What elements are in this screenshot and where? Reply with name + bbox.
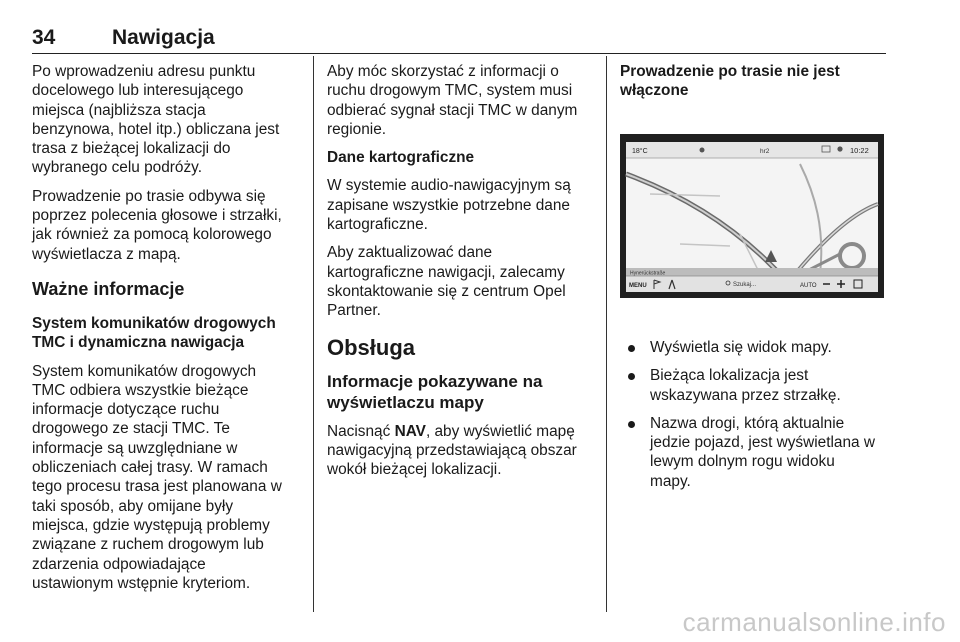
subheading: Dane kartograficzne (327, 149, 475, 167)
clock-readout: 10:22 (850, 146, 869, 155)
bullet-icon (628, 421, 635, 428)
map-screen-illustration (620, 134, 884, 298)
list-item: Nazwa drogi, którą aktualnie jedzie pojazd, jest wyświetlana w lewym dolnym rogu widoku mapy. (620, 414, 888, 491)
bullet-list-container (620, 338, 888, 500)
menu-button[interactable]: MENU (629, 283, 647, 289)
section-heading: Ważne informacje (32, 278, 185, 299)
column-1 (32, 62, 304, 602)
column-divider-2 (606, 56, 607, 612)
page-number: 34 (32, 26, 56, 49)
watermark: carmanualsonline.info (682, 607, 946, 637)
section-heading: Obsługa (327, 334, 416, 360)
column-divider-1 (313, 56, 314, 612)
gear-icon (837, 146, 842, 151)
page-title: Nawigacja (112, 26, 215, 49)
list-item: Bieżąca lokalizacja jest wskazywana przez strzałkę. (620, 366, 888, 405)
paragraph: System komunikatów drogowych TMC odbiera wszystkie bieżące informacje dotyczące ruchu drogowego ze stacji TMC. Te informacje są uwzględniane w obliczeniach całej trasy. W ramach tego procesu trasa jest planowana w taki sposób, aby omijane były miejsca, gdzie występują problemy związane z ruchem drogowym lub zdarzenia odpowiadające ustawionym wstępnie kryteriom. (32, 362, 282, 592)
paragraph: Po wprowadzeniu adresu punktu docelowego lub interesującego miejsca (najbliższa stacja benzynowa, hotel itp.) obliczana jest trasa z bieżącej lokalizacji do wybranego celu podróży. (32, 63, 280, 177)
header-rule (32, 53, 886, 54)
column-3 (620, 62, 888, 110)
paragraph: Nacisnąć NAV, aby wyświetlić mapę nawigacyjną przedstawiającą obszar wokół bieżącej lokalizacji. (327, 422, 577, 479)
column-2 (327, 62, 597, 488)
bullet-list (620, 338, 888, 491)
list-item: Wyświetla się widok mapy. (620, 338, 888, 357)
nav-key: NAV (394, 422, 426, 440)
subheading: Informacje pokazywane na wyświetlaczu mapy (327, 371, 543, 412)
auto-zoom-button[interactable]: AUTO (800, 283, 817, 289)
page-header (32, 24, 886, 52)
bullet-icon (628, 345, 635, 352)
audio-mode-label: hr2 (760, 148, 770, 155)
bullet-icon (628, 373, 635, 380)
subheading: Prowadzenie po trasie nie jest włączone (620, 63, 840, 100)
paragraph: W systemie audio-nawigacyjnym są zapisane wszystkie potrzebne dane kartograficzne. (327, 177, 571, 234)
paragraph: Aby móc skorzystać z informacji o ruchu drogowym TMC, system musi odbierać sygnał stacji TMC w danym regionie. (327, 63, 578, 138)
current-street-name: Hynerückstraße (630, 270, 666, 277)
subheading: System komunikatów drogowych TMC i dynamiczna nawigacja (32, 314, 276, 352)
status-icon (700, 148, 705, 153)
search-field[interactable]: Szukaj... (733, 282, 757, 288)
paragraph: Prowadzenie po trasie odbywa się poprzez polecenia głosowe i strzałki, jak również za pomocą kolorowego wyświetlacza z mapą. (32, 187, 282, 263)
paragraph: Aby zaktualizować dane kartograficzne nawigacji, zalecamy skontaktowanie się z centrum Opel Partner. (327, 244, 566, 320)
temperature-readout: 18°C (632, 148, 648, 155)
